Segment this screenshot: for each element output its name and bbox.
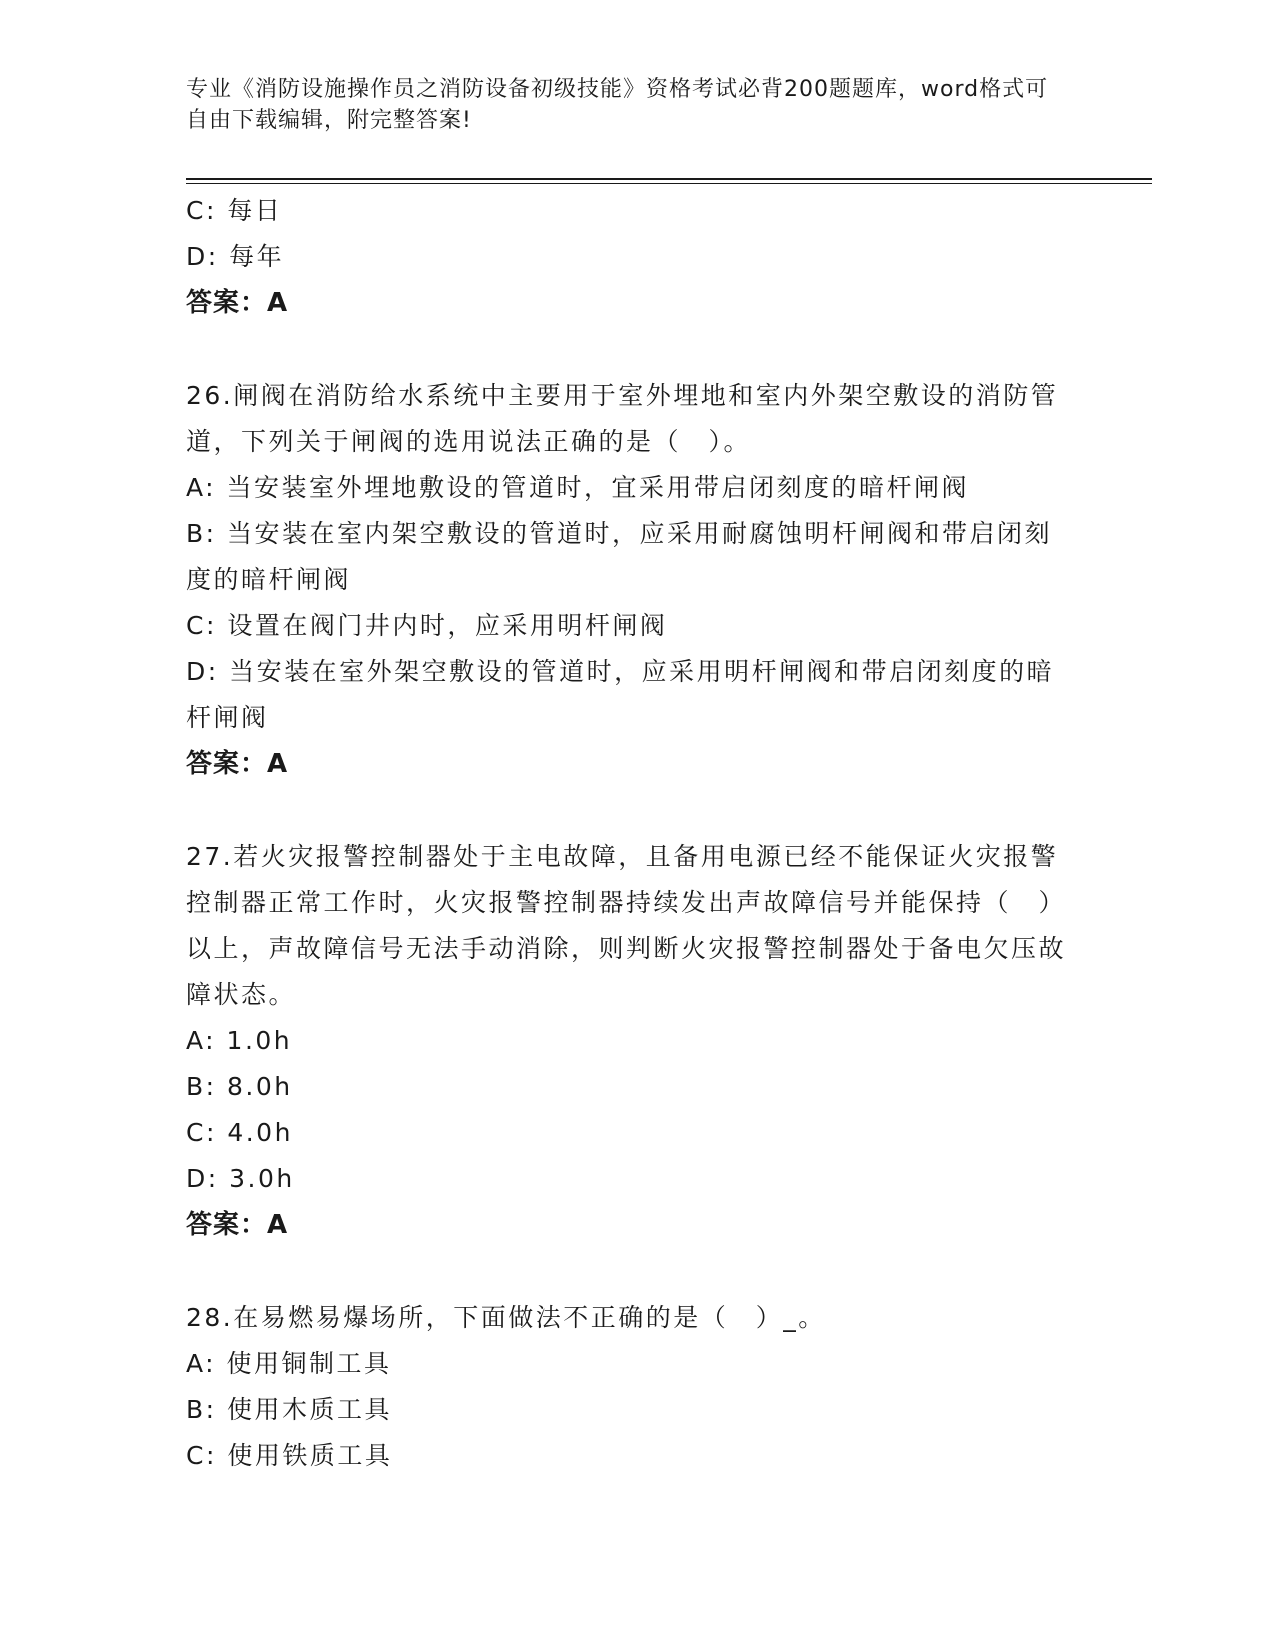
header-text: 专业《消防设施操作员之消防设备初级技能》资格考试必背200题题库，word格式可自由下载编辑，附完整答案! <box>186 77 1049 133</box>
question-text: 28.在易燃易爆场所，下面做法不正确的是（ ）_。 <box>186 1303 826 1332</box>
header-rule-thin <box>186 183 1152 184</box>
option-line: C: 设置在阀门井内时，应采用明杆闸阀 <box>186 611 668 640</box>
answer-line: 答案：A <box>186 749 289 779</box>
option-line: A: 使用铜制工具 <box>186 1349 392 1378</box>
option-line: A: 当安装室外埋地敷设的管道时，宜采用带启闭刻度的暗杆闸阀 <box>186 473 970 502</box>
option-line: C: 每日 <box>186 196 283 225</box>
option-line: D: 3.0h <box>186 1164 295 1193</box>
answer-line: 答案：A <box>186 288 289 318</box>
option-line: B: 8.0h <box>186 1072 293 1101</box>
question-block-26 <box>186 373 1076 787</box>
question-block-28 <box>186 1295 1076 1479</box>
option-line: D: 每年 <box>186 242 285 271</box>
option-line: C: 使用铁质工具 <box>186 1441 393 1470</box>
question-block-27 <box>186 834 1076 1248</box>
question-text: 27.若火灾报警控制器处于主电故障，且备用电源已经不能保证火灾报警控制器正常工作时，火灾报警控制器持续发出声故障信号并能保持（ ）以上，声故障信号无法手动消除，则判断火灾报警控制器处于备电欠压故障状态。 <box>186 842 1067 1009</box>
option-line: B: 当安装在室内架空敷设的管道时，应采用耐腐蚀明杆闸阀和带启闭刻度的暗杆闸阀 <box>186 519 1053 594</box>
option-line: A: 1.0h <box>186 1026 293 1055</box>
page-header <box>186 74 1066 136</box>
carryover-block <box>186 188 1076 326</box>
document-body <box>186 188 1076 1479</box>
option-line: D: 当安装在室外架空敷设的管道时，应采用明杆闸阀和带启闭刻度的暗杆闸阀 <box>186 657 1055 732</box>
question-text: 26.闸阀在消防给水系统中主要用于室外埋地和室内外架空敷设的消防管道，下列关于闸阀的选用说法正确的是（ ）。 <box>186 381 1059 456</box>
option-line: B: 使用木质工具 <box>186 1395 393 1424</box>
option-line: C: 4.0h <box>186 1118 293 1147</box>
header-rule-thick <box>186 178 1152 180</box>
answer-line: 答案：A <box>186 1210 289 1240</box>
